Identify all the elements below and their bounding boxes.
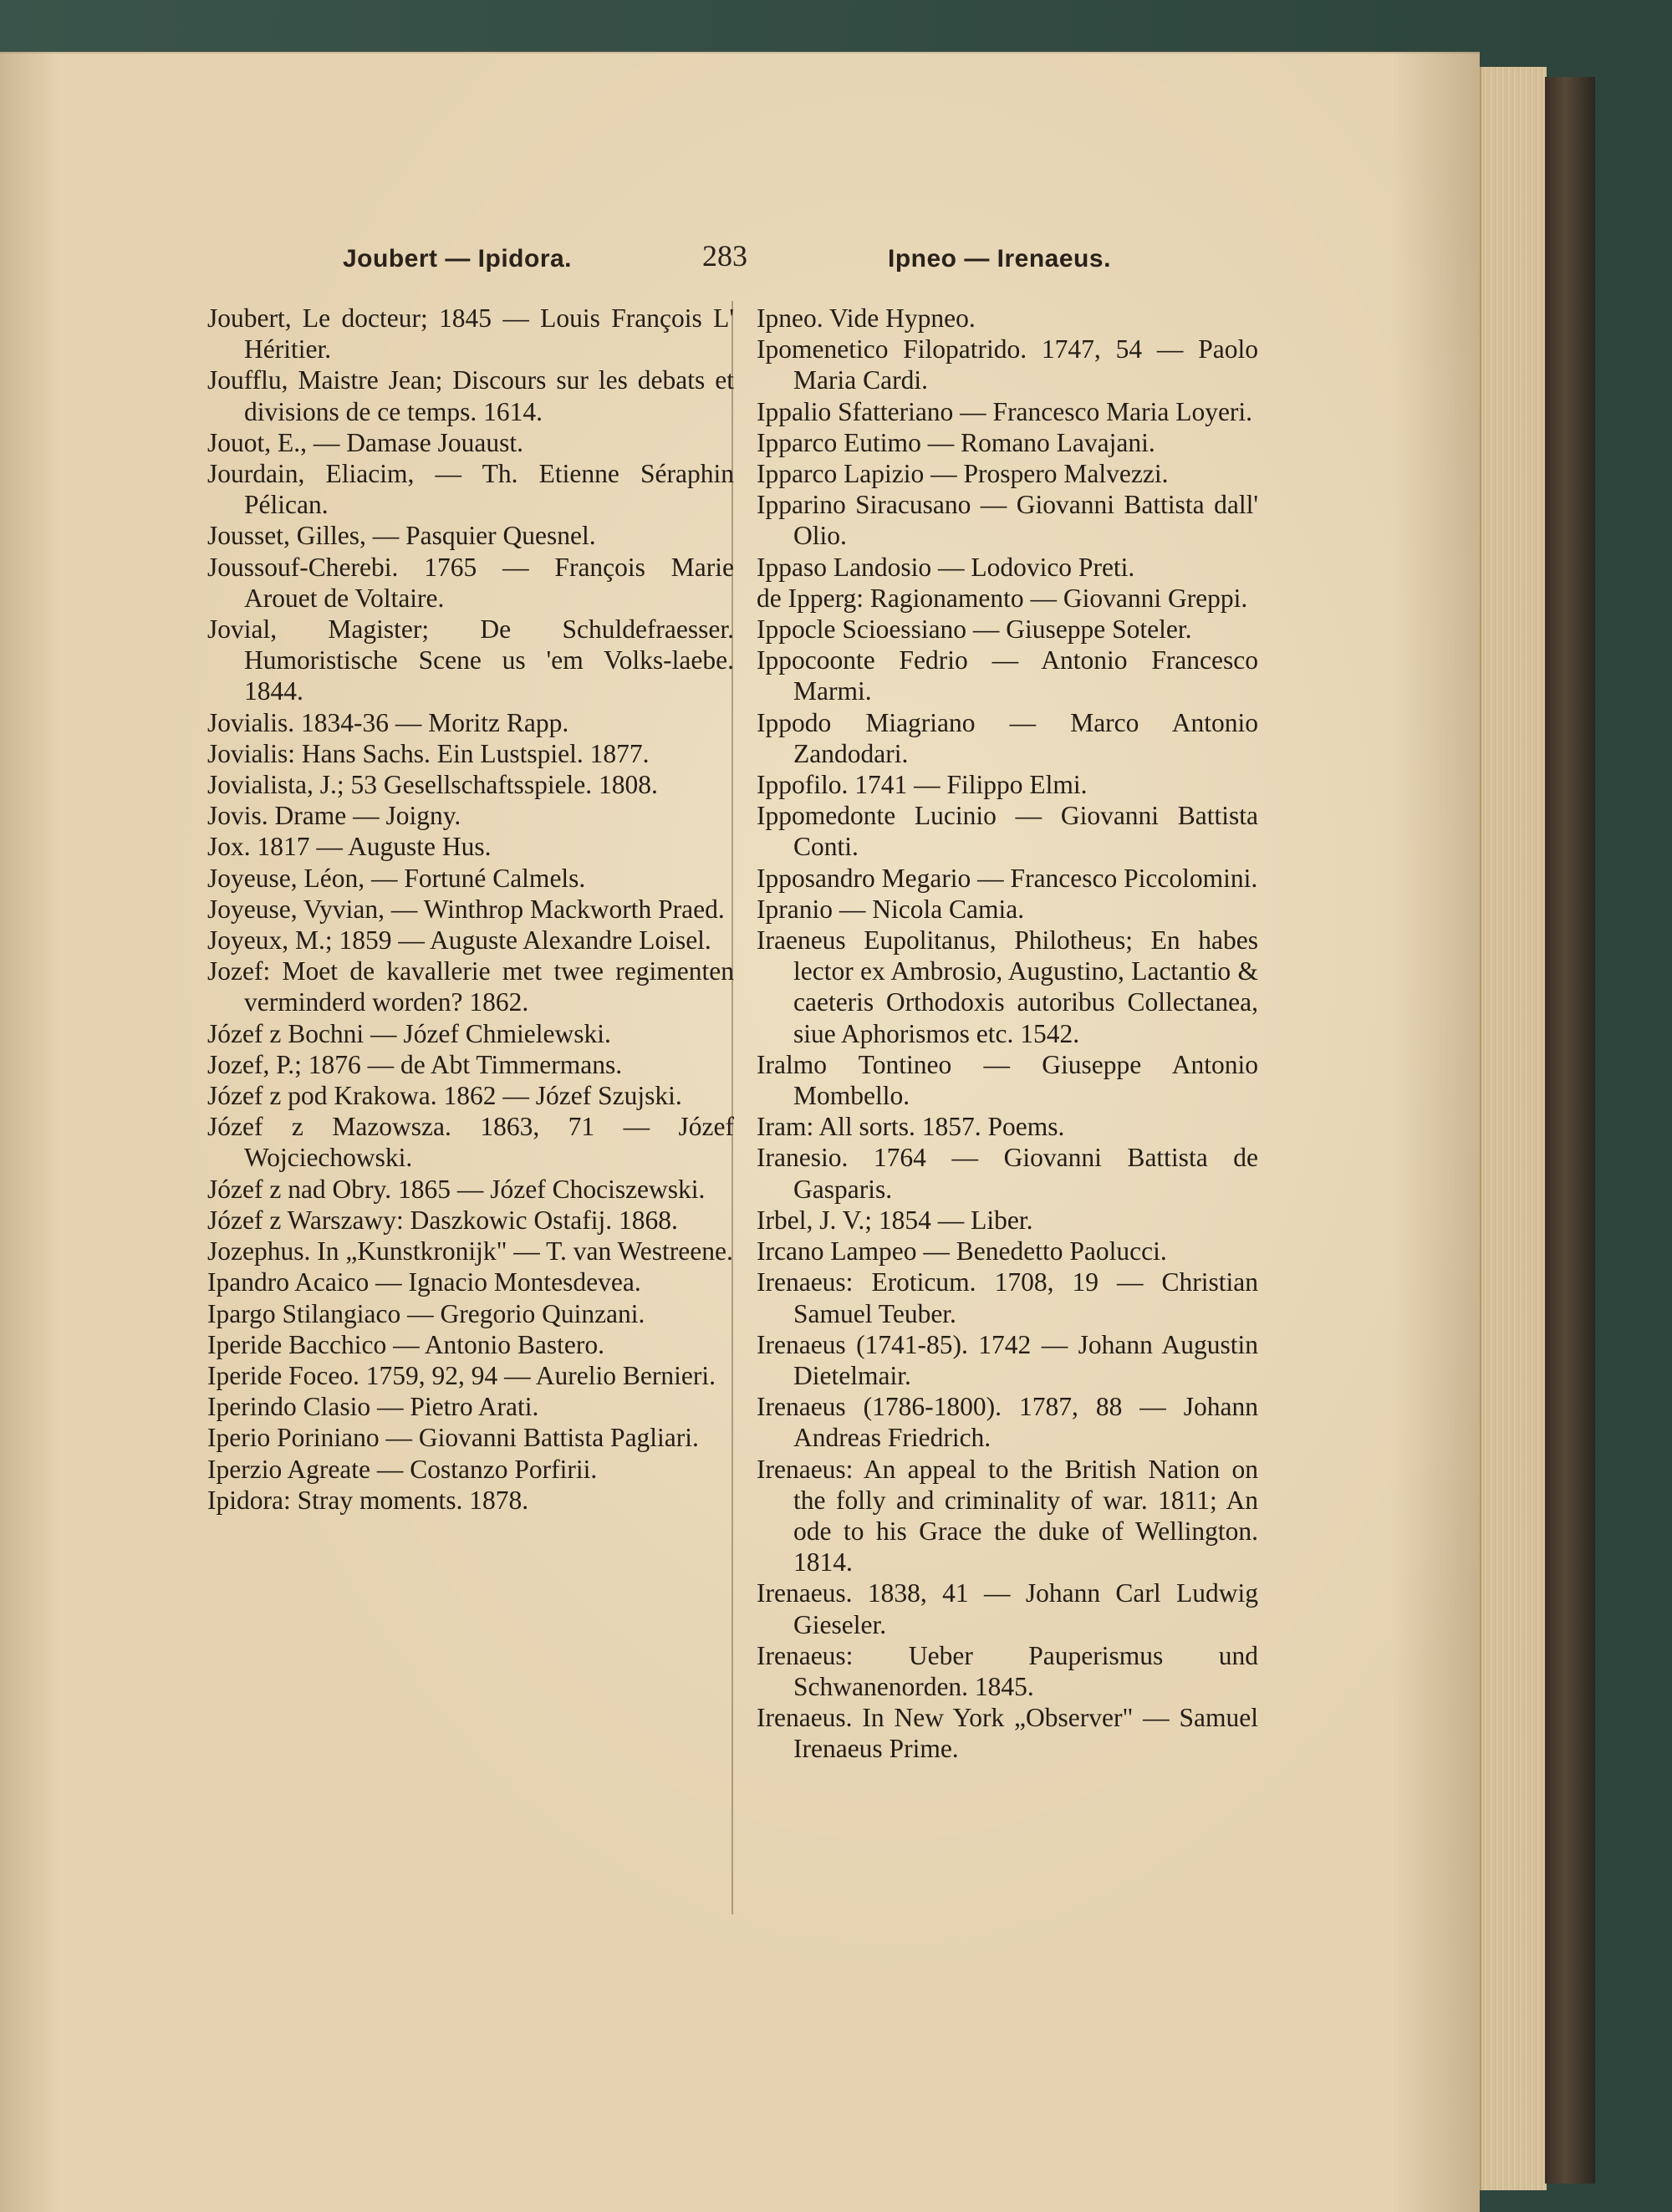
running-header: [0, 238, 1480, 280]
list-item: Jovial, Magister; De Schuldefraesser. Humoristische Scene us 'em Volks-laebe. 1844.: [207, 614, 734, 706]
list-item: Irenaeus: An appeal to the British Nation on the folly and criminality of war. 1811; An ode to his Grace the duke of Wellington. 1814.: [757, 1454, 1258, 1577]
list-item: Józef z Warszawy: Daszkowic Ostafij. 1868.: [207, 1205, 678, 1235]
list-item: Ircano Lampeo — Benedetto Paolucci.: [757, 1236, 1167, 1267]
list-item: Ippaso Landosio — Lodovico Preti.: [757, 552, 1135, 582]
list-item: Joussouf-Cherebi. 1765 — François Marie Arouet de Voltaire.: [207, 552, 734, 613]
list-item: Irenaeus: Ueber Pauperismus und Schwanenorden. 1845.: [757, 1640, 1258, 1701]
list-item: Iperide Bacchico — Antonio Bastero.: [207, 1329, 604, 1359]
list-item: Irbel, J. V.; 1854 — Liber.: [757, 1205, 1033, 1235]
list-item: Iperzio Agreate — Costanzo Porfirii.: [207, 1454, 598, 1484]
list-item: Ipparino Siracusano — Giovanni Battista dall' Olio.: [757, 490, 1258, 551]
list-item: Iraeneus Eupolitanus, Philotheus; En habes lector ex Ambrosio, Augustino, Lactantio & caeteris Orthodoxis autoribus Collectanea, siue Aphorismos etc. 1542.: [757, 925, 1258, 1048]
list-item: Ipparco Eutimo — Romano Lavajani.: [757, 427, 1155, 457]
list-item: Ippalio Sfatteriano — Francesco Maria Loyeri.: [757, 396, 1253, 426]
list-item: Ipandro Acaico — Ignacio Montesdevea.: [207, 1267, 641, 1297]
header-right: Ipneo — Irenaeus.: [888, 245, 1111, 273]
list-item: Jovialis: Hans Sachs. Ein Lustspiel. 1877.: [207, 738, 650, 768]
list-item: Jousset, Gilles, — Pasquier Quesnel.: [207, 521, 596, 551]
list-item: Iranesio. 1764 — Giovanni Battista de Gasparis.: [757, 1143, 1258, 1204]
list-item: Jovialista, J.; 53 Gesellschaftsspiele. 1808.: [207, 770, 658, 800]
list-item: Jovis. Drame — Joigny.: [207, 801, 461, 831]
book-cover-edge: [1545, 77, 1595, 2184]
list-item: Jozef, P.; 1876 — de Abt Timmermans.: [207, 1049, 623, 1079]
list-item: Iram: All sorts. 1857. Poems.: [757, 1112, 1065, 1142]
list-item: Joyeuse, Vyvian, — Winthrop Mackworth Praed.: [207, 894, 725, 924]
list-item: Ippodo Miagriano — Marco Antonio Zandodari.: [757, 707, 1258, 768]
list-item: Iralmo Tontineo — Giuseppe Antonio Mombello.: [757, 1049, 1258, 1111]
list-item: Ippocle Scioessiano — Giuseppe Soteler.: [757, 614, 1192, 645]
list-item: Joufflu, Maistre Jean; Discours sur les debats et divisions de ce temps. 1614.: [207, 365, 734, 426]
list-item: Jox. 1817 — Auguste Hus.: [207, 832, 492, 862]
list-item: Irenaeus. 1838, 41 — Johann Carl Ludwig Gieseler.: [757, 1578, 1258, 1639]
list-item: Irenaeus: Eroticum. 1708, 19 — Christian Samuel Teuber.: [757, 1267, 1258, 1328]
list-item: Iperindo Clasio — Pietro Arati.: [207, 1392, 539, 1422]
list-item: Ipargo Stilangiaco — Gregorio Quinzani.: [207, 1298, 645, 1328]
list-item: Jozephus. In „Kunstkronijk" — T. van Westreene.: [207, 1236, 733, 1267]
column-divider: [732, 301, 733, 1914]
list-item: Józef z Bochni — Józef Chmielewski.: [207, 1018, 611, 1048]
right-column: [757, 303, 1258, 1765]
list-item: Jozef: Moet de kavallerie met twee regimenten verminderd worden? 1862.: [207, 956, 734, 1017]
page-number: 283: [702, 239, 747, 273]
list-item: Irenaeus (1741-85). 1742 — Johann Augustin Dietelmair.: [757, 1329, 1258, 1390]
list-item: Ipneo. Vide Hypneo.: [757, 303, 976, 333]
page-edges: [1480, 67, 1547, 2190]
list-item: Joyeuse, Léon, — Fortuné Calmels.: [207, 863, 586, 893]
list-item: Ipranio — Nicola Camia.: [757, 894, 1025, 924]
list-item: Ippofilo. 1741 — Filippo Elmi.: [757, 770, 1088, 800]
list-item: Iperio Poriniano — Giovanni Battista Pagliari.: [207, 1423, 699, 1453]
list-item: Ipidora: Stray moments. 1878.: [207, 1485, 529, 1515]
list-item: Ipparco Lapizio — Prospero Malvezzi.: [757, 459, 1169, 489]
list-item: Józef z pod Krakowa. 1862 — Józef Szujski.: [207, 1081, 682, 1111]
list-item: Józef z nad Obry. 1865 — Józef Chociszewski.: [207, 1174, 706, 1204]
list-item: de Ipperg: Ragionamento — Giovanni Greppi.: [757, 583, 1248, 613]
list-item: Józef z Mazowsza. 1863, 71 — Józef Wojciechowski.: [207, 1112, 734, 1173]
header-left: Joubert — Ipidora.: [343, 245, 573, 273]
list-item: Ippocoonte Fedrio — Antonio Francesco Marmi.: [757, 645, 1258, 706]
list-item: Jourdain, Eliacim, — Th. Etienne Séraphin Pélican.: [207, 459, 734, 520]
list-item: Jovialis. 1834-36 — Moritz Rapp.: [207, 707, 569, 737]
list-item: Irenaeus. In New York „Observer" — Samuel Irenaeus Prime.: [757, 1703, 1258, 1764]
list-item: Jouot, E., — Damase Jouaust.: [207, 427, 523, 457]
list-item: Iperide Foceo. 1759, 92, 94 — Aurelio Bernieri.: [207, 1360, 716, 1390]
list-item: Joubert, Le docteur; 1845 — Louis François L' Héritier.: [207, 303, 734, 364]
list-item: Ipposandro Megario — Francesco Piccolomini.: [757, 863, 1258, 893]
left-column: [207, 303, 734, 1516]
list-item: Joyeux, M.; 1859 — Auguste Alexandre Loisel.: [207, 925, 711, 956]
list-item: Irenaeus (1786-1800). 1787, 88 — Johann Andreas Friedrich.: [757, 1392, 1258, 1453]
list-item: Ipomenetico Filopatrido. 1747, 54 — Paolo Maria Cardi.: [757, 334, 1258, 395]
list-item: Ippomedonte Lucinio — Giovanni Battista Conti.: [757, 801, 1258, 862]
